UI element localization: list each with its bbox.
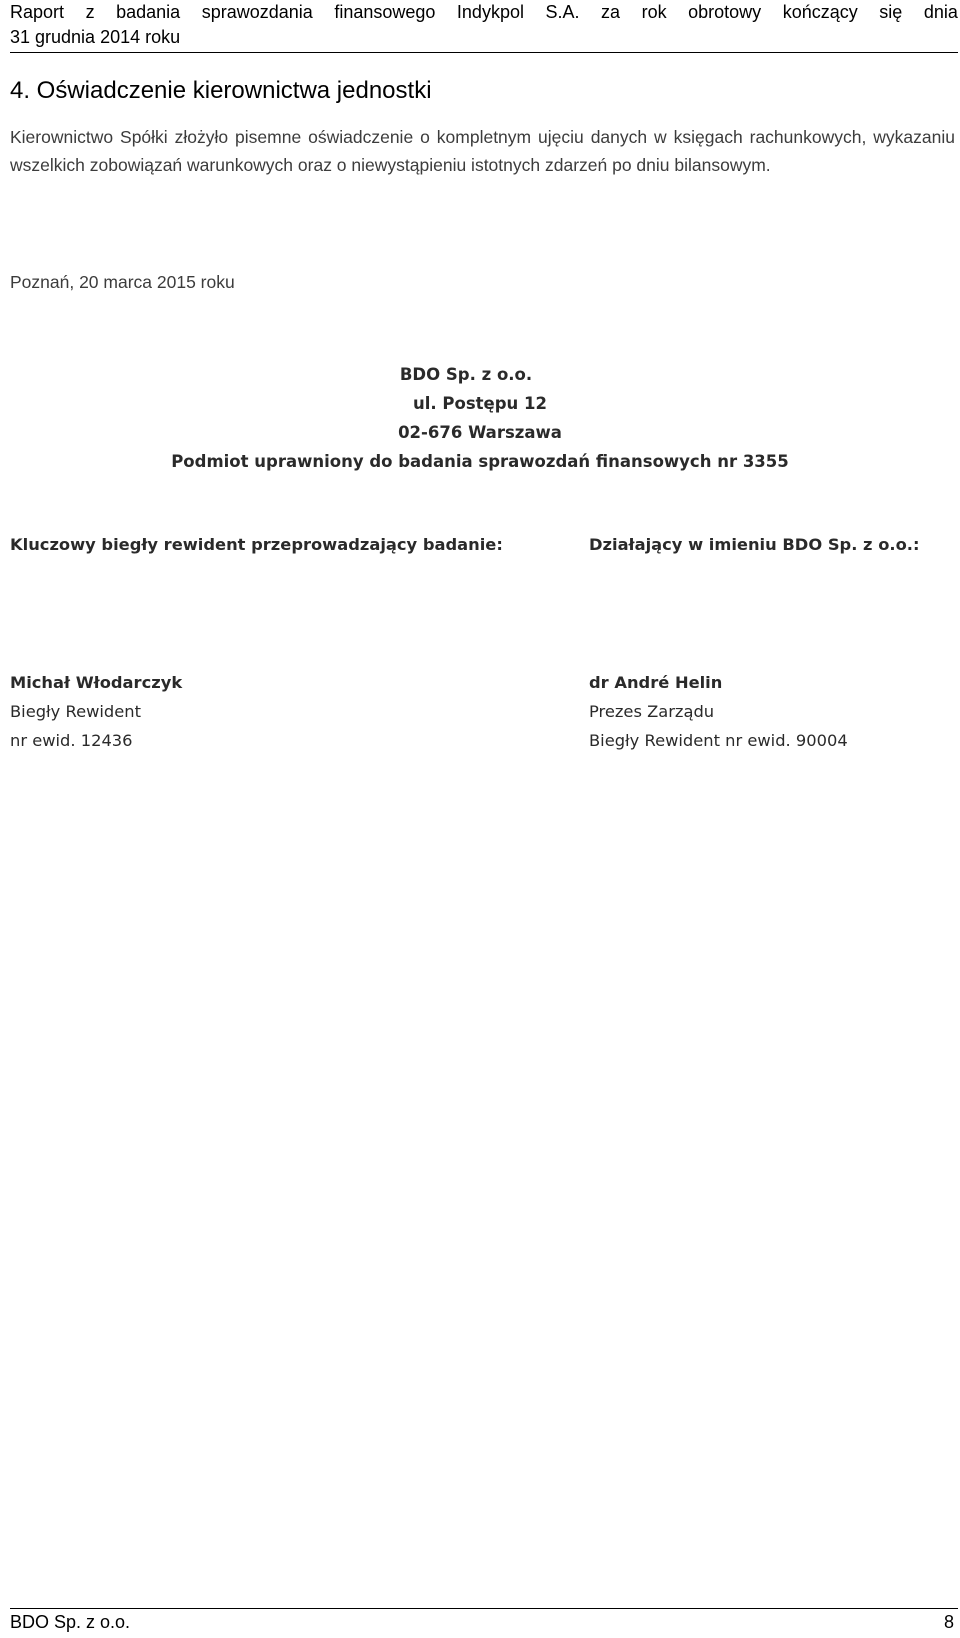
header-title-line1 (10, 0, 958, 25)
signer-title: Biegły Rewident (10, 702, 141, 721)
signer-name: Michał Włodarczyk (10, 673, 183, 692)
section-paragraph (10, 123, 955, 179)
header-word: badania (116, 2, 181, 22)
header-word: dnia (923, 2, 958, 22)
header-word: rok (641, 2, 667, 22)
header-word: S.A. (545, 2, 580, 22)
signer-registration: Biegły Rewident nr ewid. 90004 (589, 731, 848, 750)
auditor-registration: Podmiot uprawniony do badania sprawozdań finansowych nr 3355 (171, 452, 789, 471)
footer-company: BDO Sp. z o.o. (10, 1612, 131, 1632)
header-word: Indykpol (456, 2, 524, 22)
signer-title: Prezes Zarządu (589, 702, 715, 721)
auditor-block (0, 360, 960, 476)
header-word: sprawozdania (201, 2, 313, 22)
header-word: obrotowy (688, 2, 762, 22)
header-word: się (879, 2, 903, 22)
header-word: za (601, 2, 621, 22)
footer-divider (10, 1608, 958, 1609)
paragraph-text: Kierownictwo Spółki złożyło pisemne oświadczenie o kompletnym ujęciu danych w księgach rachunkowych, wykazaniu wszelkich zobowiązań warunkowych oraz o niewystąpieniu istotnych zdarzeń po dniu bilansowym. (10, 127, 955, 175)
auditor-street: ul. Postępu 12 (412, 394, 547, 413)
header-word: Raport (10, 2, 65, 22)
header-word: z (85, 2, 95, 22)
header-word: kończący (782, 2, 858, 22)
auditor-city: 02-676 Warszawa (398, 423, 562, 442)
key-auditor-label: Kluczowy biegły rewident przeprowadzający badanie: (10, 535, 503, 554)
page-footer (10, 1610, 954, 1634)
header-word: finansowego (334, 2, 436, 22)
key-auditor-signer (10, 668, 182, 755)
section-title: 4. Oświadczenie kierownictwa jednostki (10, 77, 432, 104)
auditor-name: BDO Sp. z o.o. (399, 365, 533, 384)
signer-registration: nr ewid. 12436 (10, 731, 133, 750)
page-header (10, 0, 958, 50)
header-divider (10, 52, 958, 53)
representative-signer (589, 668, 848, 755)
representative-label: Działający w imieniu BDO Sp. z o.o.: (589, 535, 920, 554)
place-and-date: Poznań, 20 marca 2015 roku (10, 272, 235, 292)
header-title-line2: 31 grudnia 2014 roku (10, 27, 181, 47)
page-number: 8 (943, 1612, 954, 1632)
signer-name: dr André Helin (589, 673, 723, 692)
